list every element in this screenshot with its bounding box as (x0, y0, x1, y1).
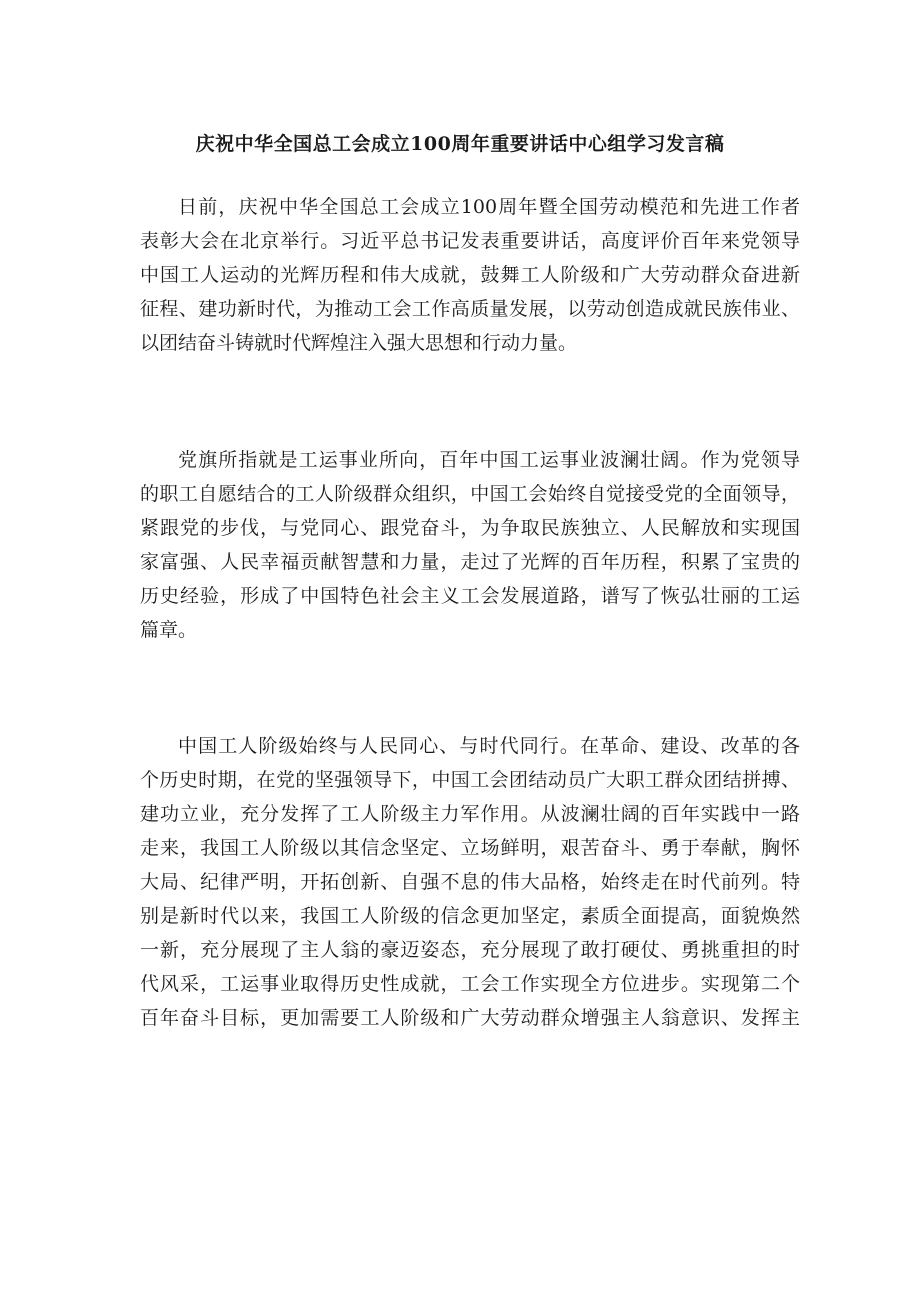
text-line: 别是新时代以来，我国工人阶级的信念更加坚定，素质全面提高，面貌焕然 (140, 905, 800, 927)
paragraph-3 (140, 729, 800, 1035)
text-line: 的职工自愿结合的工人阶级群众组织，中国工会始终自觉接受党的全面领导， (140, 483, 800, 505)
text-line: 紧跟党的步伐，与党同心、跟党奋斗，为争取民族独立、人民解放和实现国 (140, 517, 800, 539)
text-line: 建功立业，充分发挥了工人阶级主力军作用。从波澜壮阔的百年实践中一路 (140, 803, 800, 825)
text-line: 以团结奋斗铸就时代辉煌注入强大思想和行动力量。 (140, 332, 578, 354)
text-line: 表彰大会在北京举行。习近平总书记发表重要讲话，高度评价百年来党领导 (140, 230, 800, 252)
paragraph-2 (140, 443, 800, 647)
text-line: 走来，我国工人阶级以其信念坚定、立场鲜明，艰苦奋斗、勇于奉献，胸怀 (140, 837, 800, 859)
text-line: 中国工人阶级始终与人民同心、与时代同行。在革命、建设、改革的各 (178, 735, 800, 757)
paragraph-1 (140, 190, 800, 360)
document-title: 庆祝中华全国总工会成立100周年重要讲话中心组学习发言稿 (195, 133, 725, 155)
text-line: 中国工人运动的光辉历程和伟大成就，鼓舞工人阶级和广大劳动群众奋进新 (140, 264, 800, 286)
text-line: 家富强、人民幸福贡献智慧和力量，走过了光辉的百年历程，积累了宝贵的 (140, 551, 800, 573)
text-line: 征程、建功新时代，为推动工会工作高质量发展，以劳动创造成就民族伟业、 (140, 298, 800, 320)
text-line: 党旗所指就是工运事业所向，百年中国工运事业波澜壮阔。作为党领导 (178, 449, 800, 471)
text-line: 一新，充分展现了主人翁的豪迈姿态，充分展现了敢打硬仗、勇挑重担的时 (140, 939, 800, 961)
text-line: 个历史时期，在党的坚强领导下，中国工会团结动员广大职工群众团结拼搏、 (140, 769, 800, 791)
text-line: 代风采，工运事业取得历史性成就，工会工作实现全方位进步。实现第二个 (140, 973, 800, 995)
text-line: 篇章。 (140, 619, 198, 641)
text-line: 日前，庆祝中华全国总工会成立100周年暨全国劳动模范和先进工作者 (178, 196, 800, 218)
text-line: 大局、纪律严明，开拓创新、自强不息的伟大品格，始终走在时代前列。特 (140, 871, 800, 893)
text-line: 百年奋斗目标，更加需要工人阶级和广大劳动群众增强主人翁意识、发挥主 (140, 1007, 800, 1029)
text-line: 历史经验，形成了中国特色社会主义工会发展道路，谱写了恢弘壮丽的工运 (140, 585, 800, 607)
